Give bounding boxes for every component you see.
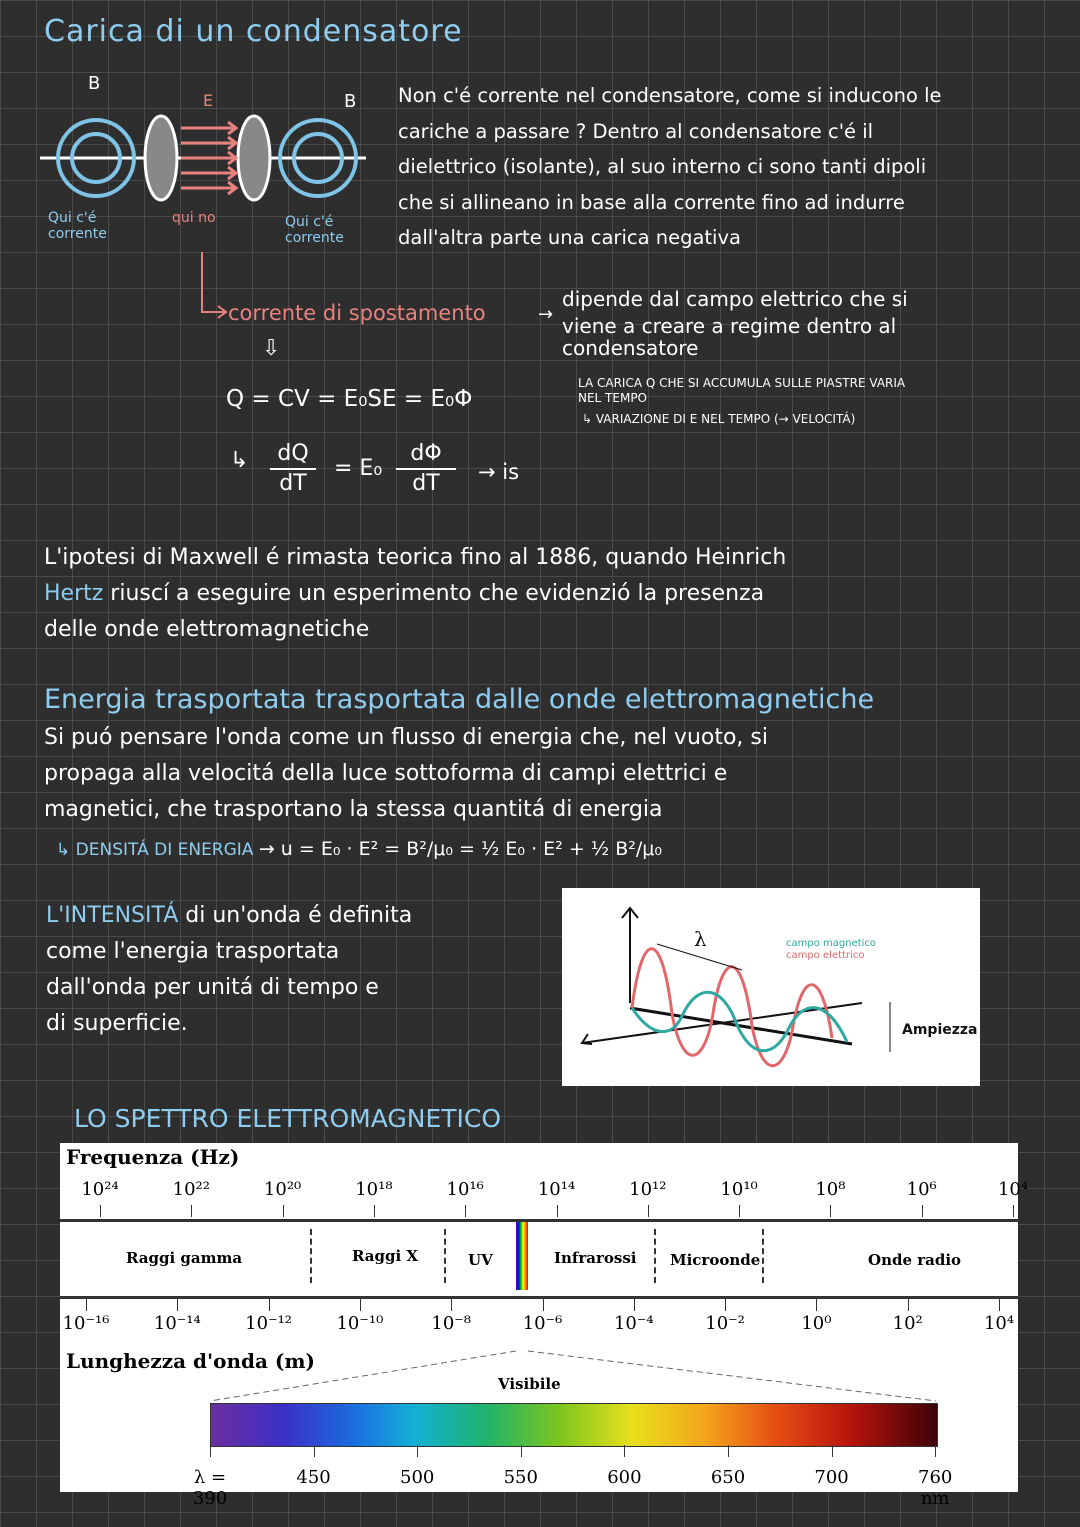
capacitor-paragraph xyxy=(398,78,1058,256)
tick-label: 10¹⁴ xyxy=(537,1179,576,1200)
tick-label: 10²⁴ xyxy=(81,1179,119,1200)
wl-label: Lunghezza d'onda (m) xyxy=(66,1349,316,1373)
e-label-mid: E xyxy=(203,91,214,110)
tick-label: 650 xyxy=(710,1467,746,1488)
paragraph-line: che si allineano in base alla corrente fino ad indurre xyxy=(398,190,905,214)
label-right-line1: Qui c'é xyxy=(285,214,334,230)
desc-line: dipende dal campo elettrico che si xyxy=(562,287,908,311)
section-title-capacitor: Carica di un condensatore xyxy=(44,14,463,49)
tick-label: 10⁴ xyxy=(983,1313,1015,1334)
band-microwave: Microonde xyxy=(670,1251,761,1269)
capacitor-plate-left xyxy=(145,116,177,200)
fraction-dq xyxy=(270,440,316,498)
intensity-paragraph xyxy=(46,898,546,1042)
note-line: LA CARICA Q CHE SI ACCUMULA SULLE PIASTRE VARIA xyxy=(578,376,906,390)
paragraph-line: dielettrico (isolante), al suo interno ci sono tanti dipoli xyxy=(398,155,927,178)
intensity-line2: come l'energia trasportata xyxy=(46,939,340,964)
tick-label: 760 nm xyxy=(918,1467,953,1509)
b-label-right: B xyxy=(344,91,357,112)
label-left-line1: Qui c'é xyxy=(48,210,97,226)
note-line: ↳ VARIAZIONE DI E NEL TEMPO (→ VELOCITÁ) xyxy=(582,412,856,426)
wave-svg xyxy=(562,888,980,1086)
band-uv: UV xyxy=(468,1251,493,1269)
tick-mark xyxy=(521,1445,522,1457)
visible-gradient xyxy=(210,1403,938,1447)
intensity-line1-rest: di un'onda é definita xyxy=(185,903,413,928)
tick-mark xyxy=(314,1445,315,1457)
note-line: NEL TEMPO xyxy=(578,391,648,405)
hertz-paragraph xyxy=(44,540,1044,648)
tick-mark xyxy=(832,1445,833,1457)
amplitude-label: Ampiezza xyxy=(902,1022,978,1038)
tick-label: 500 xyxy=(400,1467,435,1488)
tick-label: 10⁻¹⁶ xyxy=(62,1313,110,1334)
em-spectrum-chart xyxy=(60,1143,1029,1509)
energy-paragraph xyxy=(44,720,1054,828)
intensity-line4: di superficie. xyxy=(46,1011,188,1036)
energy-line: Si puó pensare l'onda come un flusso di energia che, nel vuoto, si xyxy=(44,725,768,750)
paragraph-line: cariche a passare ? Dentro al condensatore c'é il xyxy=(398,119,874,143)
frac-num: dΦ xyxy=(396,440,456,470)
tick-label: 10¹⁸ xyxy=(355,1179,393,1200)
tick-label: 550 xyxy=(503,1467,538,1488)
band-infrared: Infrarossi xyxy=(554,1249,637,1267)
arrow-right-icon: → xyxy=(538,304,554,325)
tick-label: 10⁻¹² xyxy=(245,1313,293,1334)
energy-title: Energia trasportata trasportata dalle onde elettromagnetiche xyxy=(44,684,875,715)
b-label-left: B xyxy=(88,73,101,94)
hertz-line2 xyxy=(44,576,1044,612)
frac-den: dT xyxy=(412,471,440,496)
wave-figure xyxy=(562,888,980,1086)
tick-mark xyxy=(417,1445,418,1457)
tick-label: 10⁻² xyxy=(705,1313,745,1334)
desc-line: viene a creare a regime dentro al xyxy=(562,314,897,338)
band-gamma: Raggi gamma xyxy=(126,1249,243,1267)
capacitor-plate-right xyxy=(238,116,270,200)
tick-label: 10⁴ xyxy=(997,1179,1029,1200)
paragraph-line: dall'altra parte una carica negativa xyxy=(398,226,741,249)
tick-mark xyxy=(624,1445,625,1457)
hertz-line3: delle onde elettromagnetiche xyxy=(44,617,370,642)
tick-mark xyxy=(210,1445,211,1457)
tick-label: 10⁻⁸ xyxy=(431,1313,471,1334)
tick-label: λ = 390 xyxy=(192,1467,228,1509)
tick-mark xyxy=(935,1445,936,1457)
displacement-current-label: corrente di spostamento xyxy=(228,301,486,325)
hertz-line2-rest: riuscí a eseguire un esperimento che evidenzió la presenza xyxy=(110,581,765,606)
hertz-line1: L'ipotesi di Maxwell é rimasta teorica fino al 1886, quando Heinrich xyxy=(44,545,787,570)
frac-den: dT xyxy=(279,471,307,496)
down-arrow-icon: ⇩ xyxy=(262,336,281,361)
label-mid-no: qui no xyxy=(172,210,216,226)
eq2-mid: = E₀ xyxy=(334,456,383,481)
desc-line: condensatore xyxy=(562,336,699,360)
note-block xyxy=(578,376,905,427)
density-formula: → u = E₀ · E² = B²/μ₀ = ½ E₀ · E² + ½ B²/μ₀ xyxy=(258,838,662,860)
legend-magnetic: campo magnetico xyxy=(786,938,877,949)
label-left-current xyxy=(48,210,107,242)
tick-label: 10²² xyxy=(172,1179,210,1200)
tick-label: 10⁻⁶ xyxy=(522,1313,563,1334)
electric-wave xyxy=(632,949,712,1056)
equation-charge: Q = CV = E₀SE = E₀Φ xyxy=(226,386,473,412)
density-label: ↳ DENSITÁ DI ENERGIA xyxy=(56,840,254,860)
tick-label: 10¹⁰ xyxy=(720,1179,758,1200)
tick-label: 10⁻¹⁰ xyxy=(336,1313,384,1334)
frac-num: dQ xyxy=(270,440,316,470)
freq-label: Frequenza (Hz) xyxy=(66,1145,240,1169)
eq2-result: → is xyxy=(478,460,520,484)
tick-label: 10⁻⁴ xyxy=(613,1313,654,1334)
tick-label: 10² xyxy=(892,1313,923,1334)
spectrum-title: LO SPETTRO ELETTROMAGNETICO xyxy=(74,1104,502,1133)
label-right-current xyxy=(285,214,344,246)
visible-label: Visibile xyxy=(498,1375,561,1393)
band-radio: Onde radio xyxy=(868,1251,962,1269)
tick-mark xyxy=(728,1445,729,1457)
hertz-name: Hertz xyxy=(44,581,104,606)
intensity-line1 xyxy=(46,898,546,934)
paragraph-line: Non c'é corrente nel condensatore, come si inducono le xyxy=(398,84,942,107)
energy-line: magnetici, che trasportano la stessa quantitá di energia xyxy=(44,797,663,822)
legend-electric: campo elettrico xyxy=(786,950,865,961)
tick-label: 10¹² xyxy=(629,1179,667,1200)
tick-label: 700 xyxy=(814,1467,849,1488)
band-xray: Raggi X xyxy=(352,1247,419,1265)
energy-line: propaga alla velocitá della luce sottoforma di campi elettrici e xyxy=(44,761,728,786)
label-right-line2: corrente xyxy=(285,230,344,246)
lambda-label: λ xyxy=(694,927,707,951)
intensity-line3: dall'onda per unitá di tempo e xyxy=(46,975,379,1000)
intensity-word: L'INTENSITÁ xyxy=(46,903,179,928)
tick-label: 600 xyxy=(607,1467,642,1488)
electric-field-arrows xyxy=(181,122,236,194)
hook-arrow-icon: ↳ xyxy=(230,448,249,473)
tick-label: 10¹⁶ xyxy=(446,1179,484,1200)
tick-label: 450 xyxy=(296,1467,331,1488)
displacement-desc xyxy=(562,286,908,360)
tick-label: 10²⁰ xyxy=(263,1179,302,1200)
fraction-dphi xyxy=(396,440,456,498)
density-row xyxy=(56,838,662,860)
tick-label: 10⁻¹⁴ xyxy=(153,1313,201,1334)
label-left-line2: corrente xyxy=(48,226,107,242)
tick-label: 10⁶ xyxy=(906,1179,937,1200)
tick-label: 10⁸ xyxy=(815,1179,846,1200)
tick-label: 10⁰ xyxy=(801,1313,832,1334)
